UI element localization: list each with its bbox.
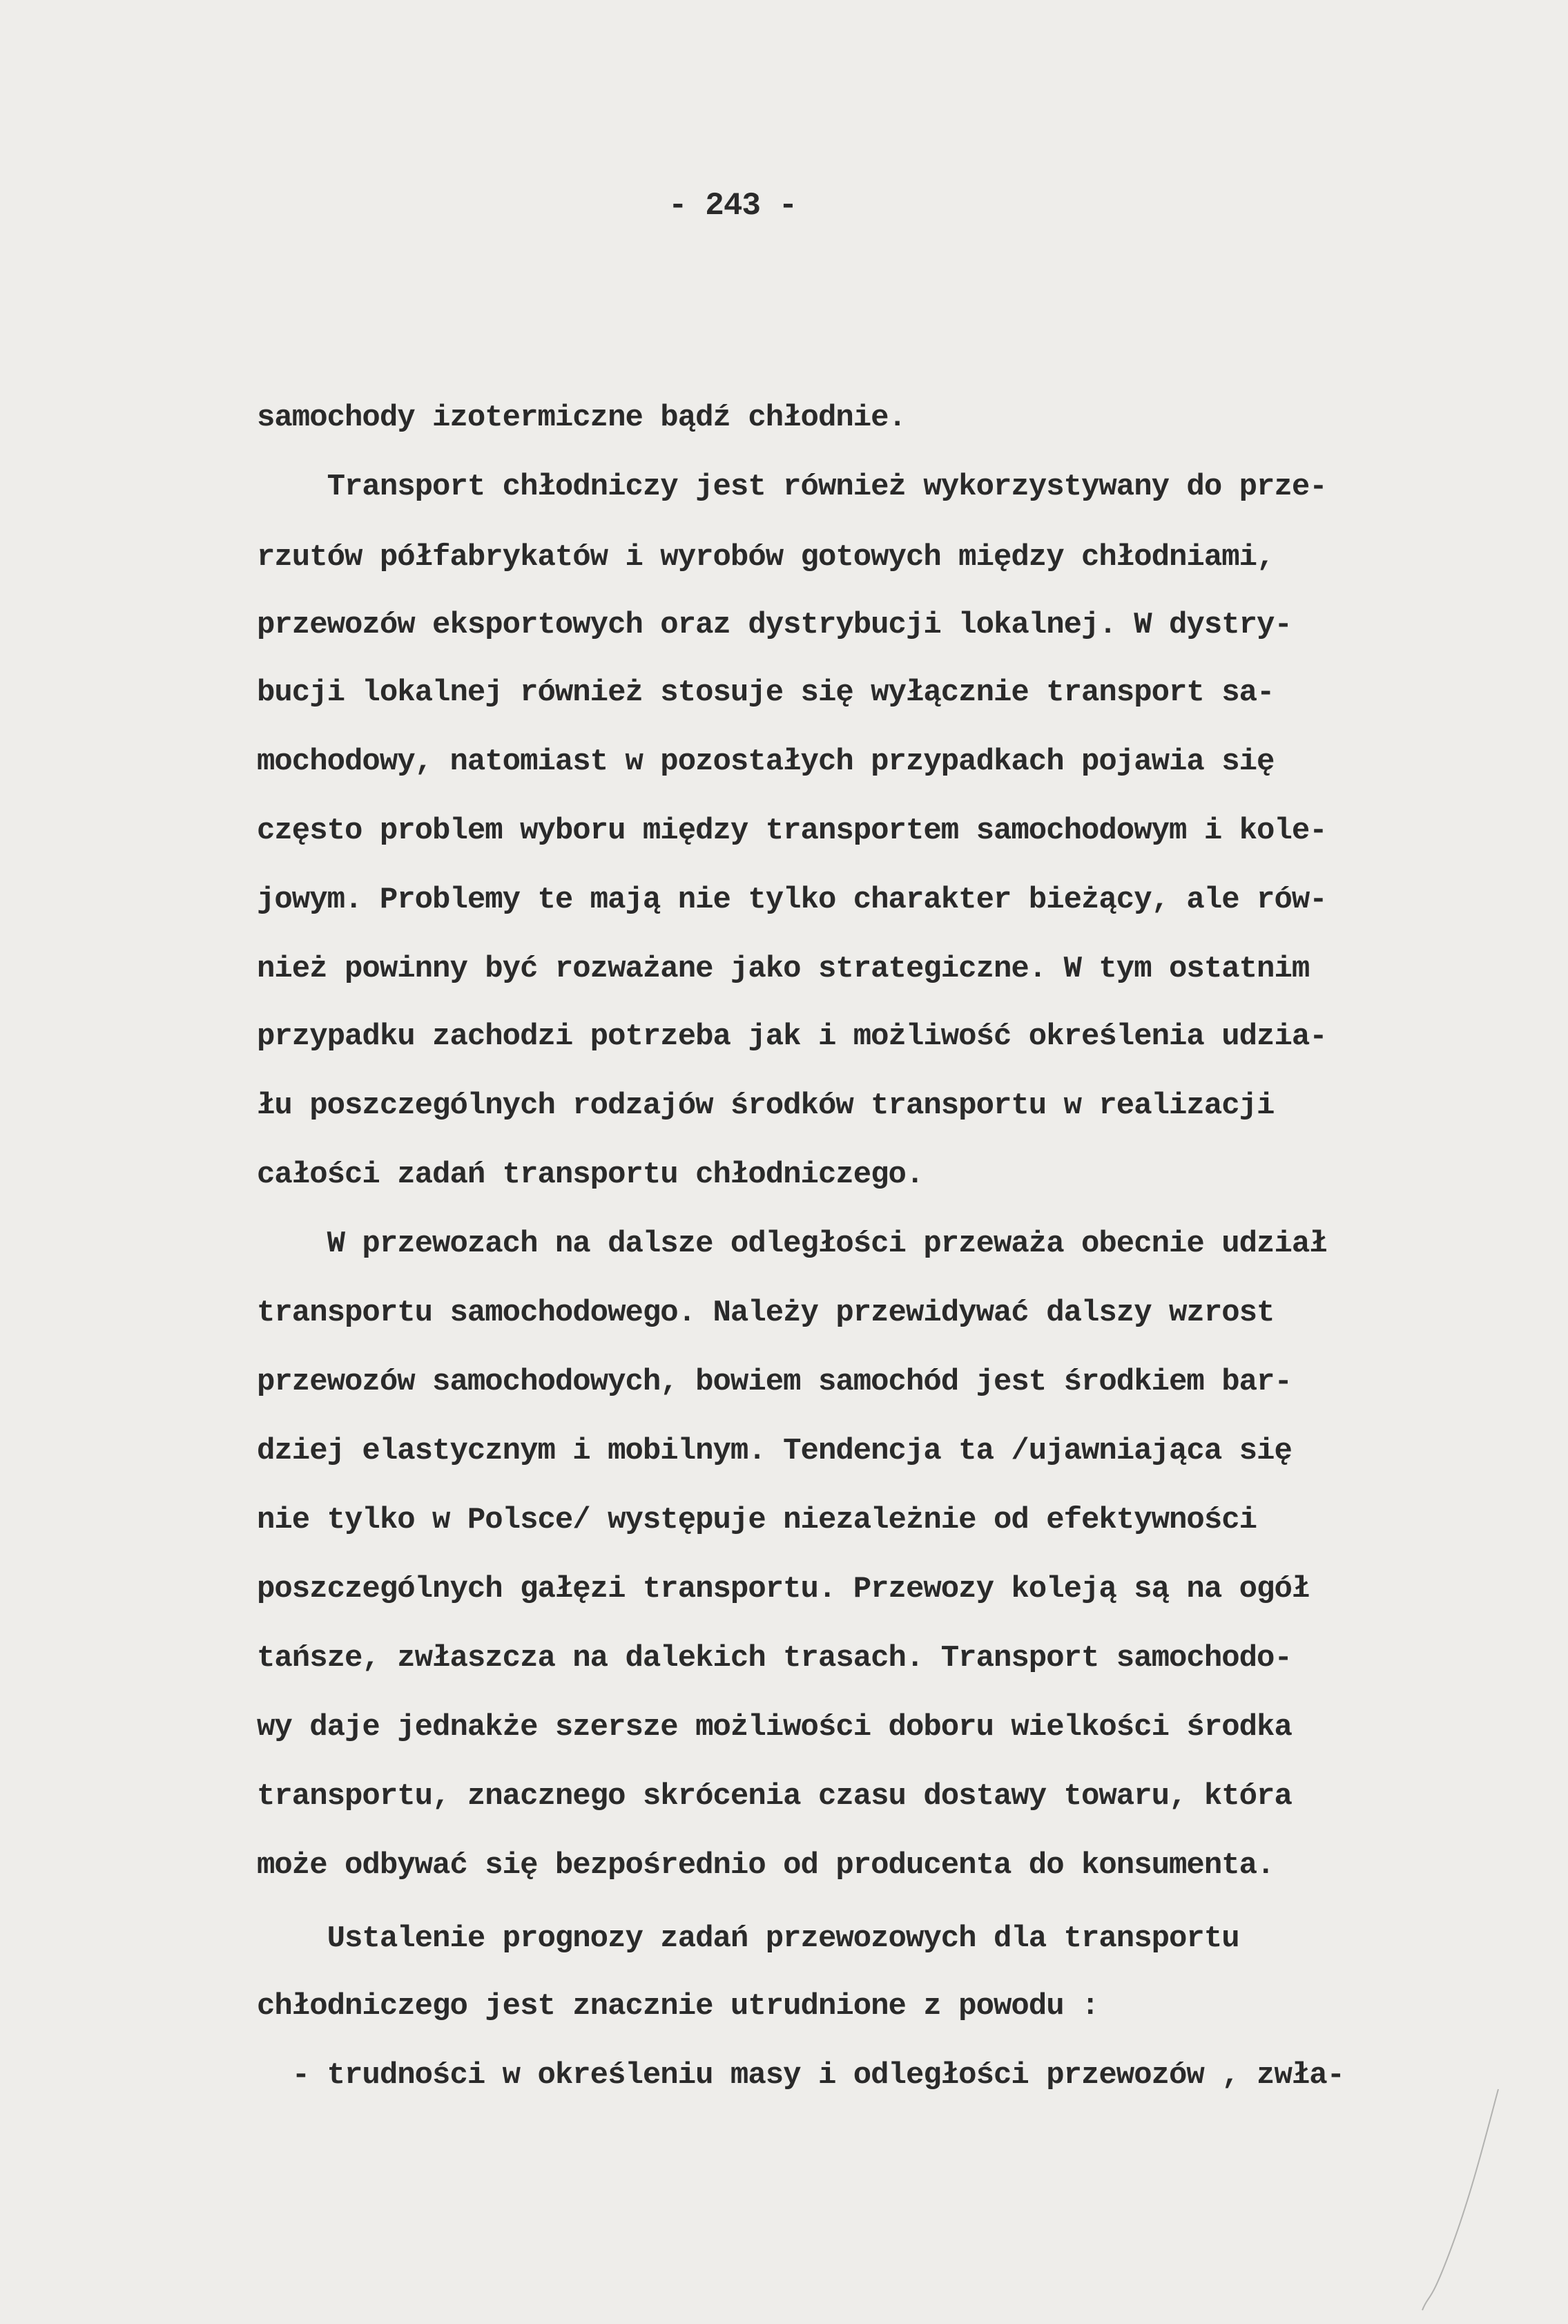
text-line: jowym. Problemy te mają nie tylko charakter bieżący, ale rów- [257, 883, 1327, 917]
text-line: tańsze, zwłaszcza na dalekich trasach. Transport samochodo- [257, 1641, 1292, 1675]
text-line: transportu samochodowego. Należy przewidywać dalszy wzrost [257, 1296, 1275, 1330]
text-line: wy daje jednakże szersze możliwości doboru wielkości środka [257, 1710, 1292, 1745]
text-line: rzutów półfabrykatów i wyrobów gotowych między chłodniami, [257, 540, 1275, 575]
text-line: dziej elastycznym i mobilnym. Tendencja ta /ujawniająca się [257, 1434, 1292, 1468]
text-line: W przewozach na dalsze odległości przeważa obecnie udział [257, 1227, 1327, 1261]
text-line: transportu, znacznego skrócenia czasu dostawy towaru, która [257, 1779, 1292, 1814]
page-number: - 243 - [668, 188, 797, 224]
text-line: poszczególnych gałęzi transportu. Przewozy koleją są na ogół [257, 1572, 1310, 1606]
text-line: chłodniczego jest znacznie utrudnione z powodu : [257, 1989, 1099, 2024]
text-line: Ustalenie prognozy zadań przewozowych dla transportu [257, 1921, 1239, 1956]
text-line: nież powinny być rozważane jako strategiczne. W tym ostatnim [257, 952, 1310, 986]
text-line: nie tylko w Polsce/ występuje niezależnie od efektywności [257, 1503, 1257, 1537]
text-line: może odbywać się bezpośrednio od producenta do konsumenta. [257, 1848, 1275, 1883]
text-line: przewozów eksportowych oraz dystrybucji lokalnej. W dystry- [257, 608, 1292, 642]
text-line: przypadku zachodzi potrzeba jak i możliwość określenia udzia- [257, 1019, 1327, 1054]
text-line: całości zadań transportu chłodniczego. [257, 1158, 924, 1192]
text-line: - trudności w określeniu masy i odległości przewozów , zwła- [257, 2058, 1345, 2093]
text-line: mochodowy, natomiast w pozostałych przypadkach pojawia się [257, 745, 1275, 779]
text-line: łu poszczególnych rodzajów środków transportu w realizacji [257, 1088, 1275, 1123]
text-line: bucji lokalnej również stosuje się wyłącznie transport sa- [257, 675, 1275, 710]
text-line: samochody izotermiczne bądź chłodnie. [257, 401, 906, 435]
pencil-stroke-mark [1409, 2086, 1505, 2314]
text-line: często problem wyboru między transportem samochodowym i kole- [257, 814, 1327, 848]
text-line: przewozów samochodowych, bowiem samochód jest środkiem bar- [257, 1365, 1292, 1399]
text-line: Transport chłodniczy jest również wykorzystywany do prze- [257, 470, 1327, 504]
